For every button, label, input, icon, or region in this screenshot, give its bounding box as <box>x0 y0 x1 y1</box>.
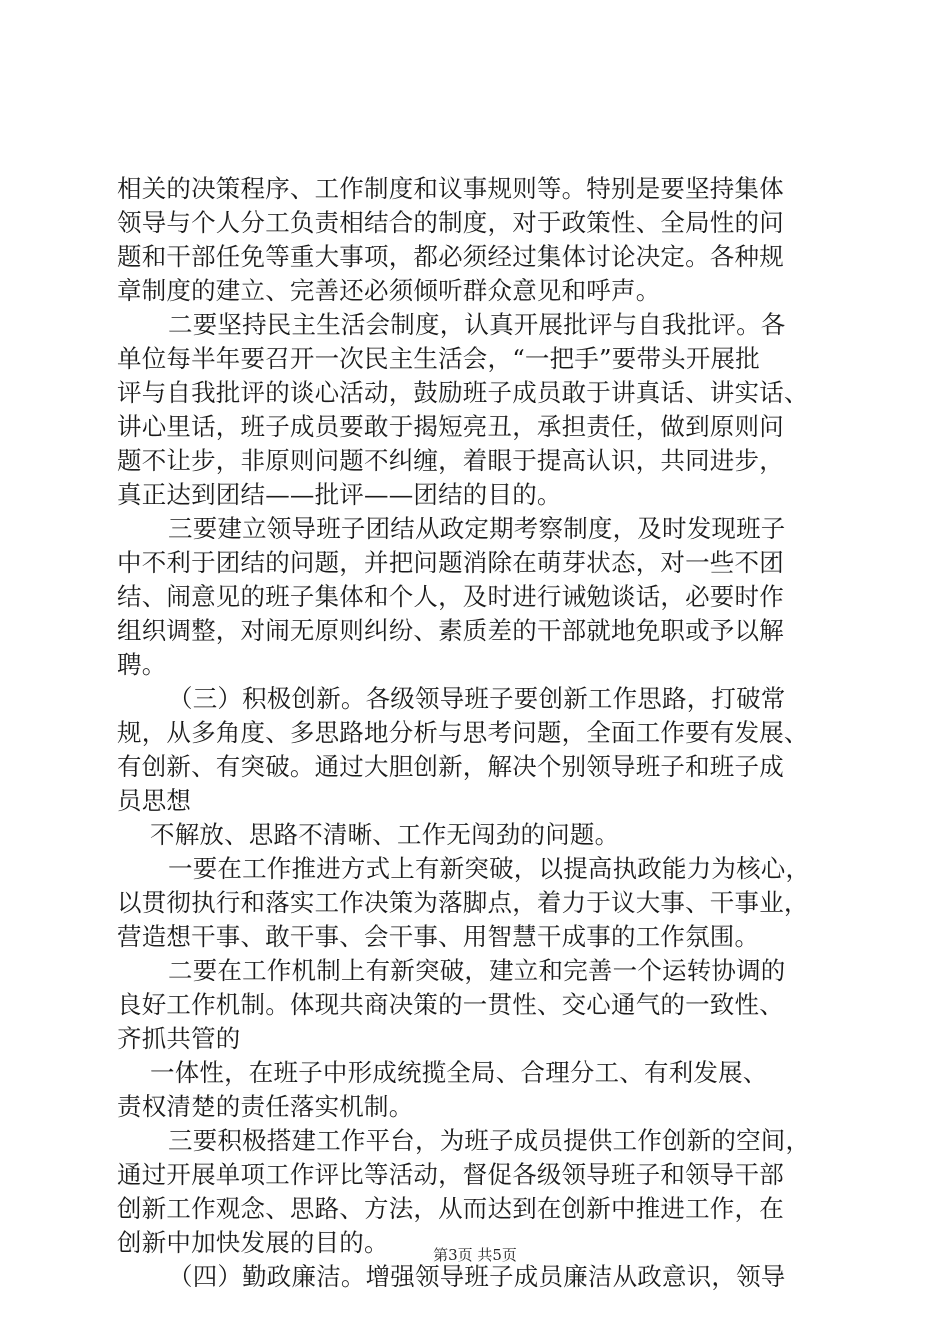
text-line: 不解放、思路不清晰、工作无闯劲的问题。 <box>150 820 620 849</box>
text-line: 三要建立领导班子团结从政定期考察制度，及时发现班子 <box>168 514 786 543</box>
text-line: 规，从多角度、多思路地分析与思考问题，全面工作要有发展、 <box>117 718 809 747</box>
text-line: 员思想 <box>117 786 192 815</box>
text-line: 通过开展单项工作评比等活动，督促各级领导班子和领导干部 <box>117 1160 784 1189</box>
text-line: 领导与个人分工负责相结合的制度，对于政策性、全局性的问 <box>117 208 784 237</box>
text-line: 三要积极搭建工作平台，为班子成员提供工作创新的空间， <box>168 1126 811 1155</box>
page-footer: 第3页 共5页 <box>433 1246 517 1264</box>
text-line: 二要坚持民主生活会制度，认真开展批评与自我批评。各 <box>168 310 786 339</box>
text-line: 中不利于团结的问题，并把问题消除在萌芽状态，对一些不团 <box>117 548 784 577</box>
text-line: 章制度的建立、完善还必须倾听群众意见和呼声。 <box>117 276 661 305</box>
text-line: 营造想干事、敢干事、会干事、用智慧干成事的工作氛围。 <box>117 922 760 951</box>
text-line: 讲心里话，班子成员要敢于揭短亮丑，承担责任，做到原则问 <box>117 412 784 441</box>
text-line: 创新中加快发展的目的。 <box>117 1228 389 1257</box>
text-line: 题和干部任免等重大事项，都必须经过集体讨论决定。各种规 <box>117 242 784 271</box>
text-line: （三）积极创新。各级领导班子要创新工作思路，打破常 <box>168 684 786 713</box>
text-line: 良好工作机制。体现共商决策的一贯性、交心通气的一致性、 <box>117 990 784 1019</box>
text-line: 评与自我批评的谈心活动，鼓励班子成员敢于讲真话、讲实话、 <box>117 378 809 407</box>
text-line: 真正达到团结——批评——团结的目的。 <box>117 480 562 509</box>
text-line: 二要在工作机制上有新突破，建立和完善一个运转协调的 <box>168 956 786 985</box>
text-line: 创新工作观念、思路、方法，从而达到在创新中推进工作，在 <box>117 1194 784 1223</box>
text-line: 一体性，在班子中形成统揽全局、合理分工、有利发展、 <box>150 1058 768 1087</box>
text-line: 有创新、有突破。通过大胆创新，解决个别领导班子和班子成 <box>117 752 784 781</box>
text-line: 一要在工作推进方式上有新突破，以提高执政能力为核心， <box>168 854 811 883</box>
text-line: 相关的决策程序、工作制度和议事规则等。特别是要坚持集体 <box>117 174 784 203</box>
text-line: 结、闹意见的班子集体和个人，及时进行诫勉谈话，必要时作 <box>117 582 784 611</box>
text-line: 以贯彻执行和落实工作决策为落脚点，着力于议大事、干事业， <box>117 888 809 917</box>
text-line: 齐抓共管的 <box>117 1024 241 1053</box>
text-line: 聘。 <box>117 650 167 679</box>
text-line: （四）勤政廉洁。增强领导班子成员廉洁从政意识，领导 <box>168 1262 786 1291</box>
text-line: 题不让步，非原则问题不纠缠，着眼于提高认识，共同进步， <box>117 446 784 475</box>
text-line: 单位每半年要召开一次民主生活会，“一把手”要带头开展批 <box>117 344 760 373</box>
text-line: 组织调整，对闹无原则纠纷、素质差的干部就地免职或予以解 <box>117 616 784 645</box>
text-line: 责权清楚的责任落实机制。 <box>117 1092 414 1121</box>
